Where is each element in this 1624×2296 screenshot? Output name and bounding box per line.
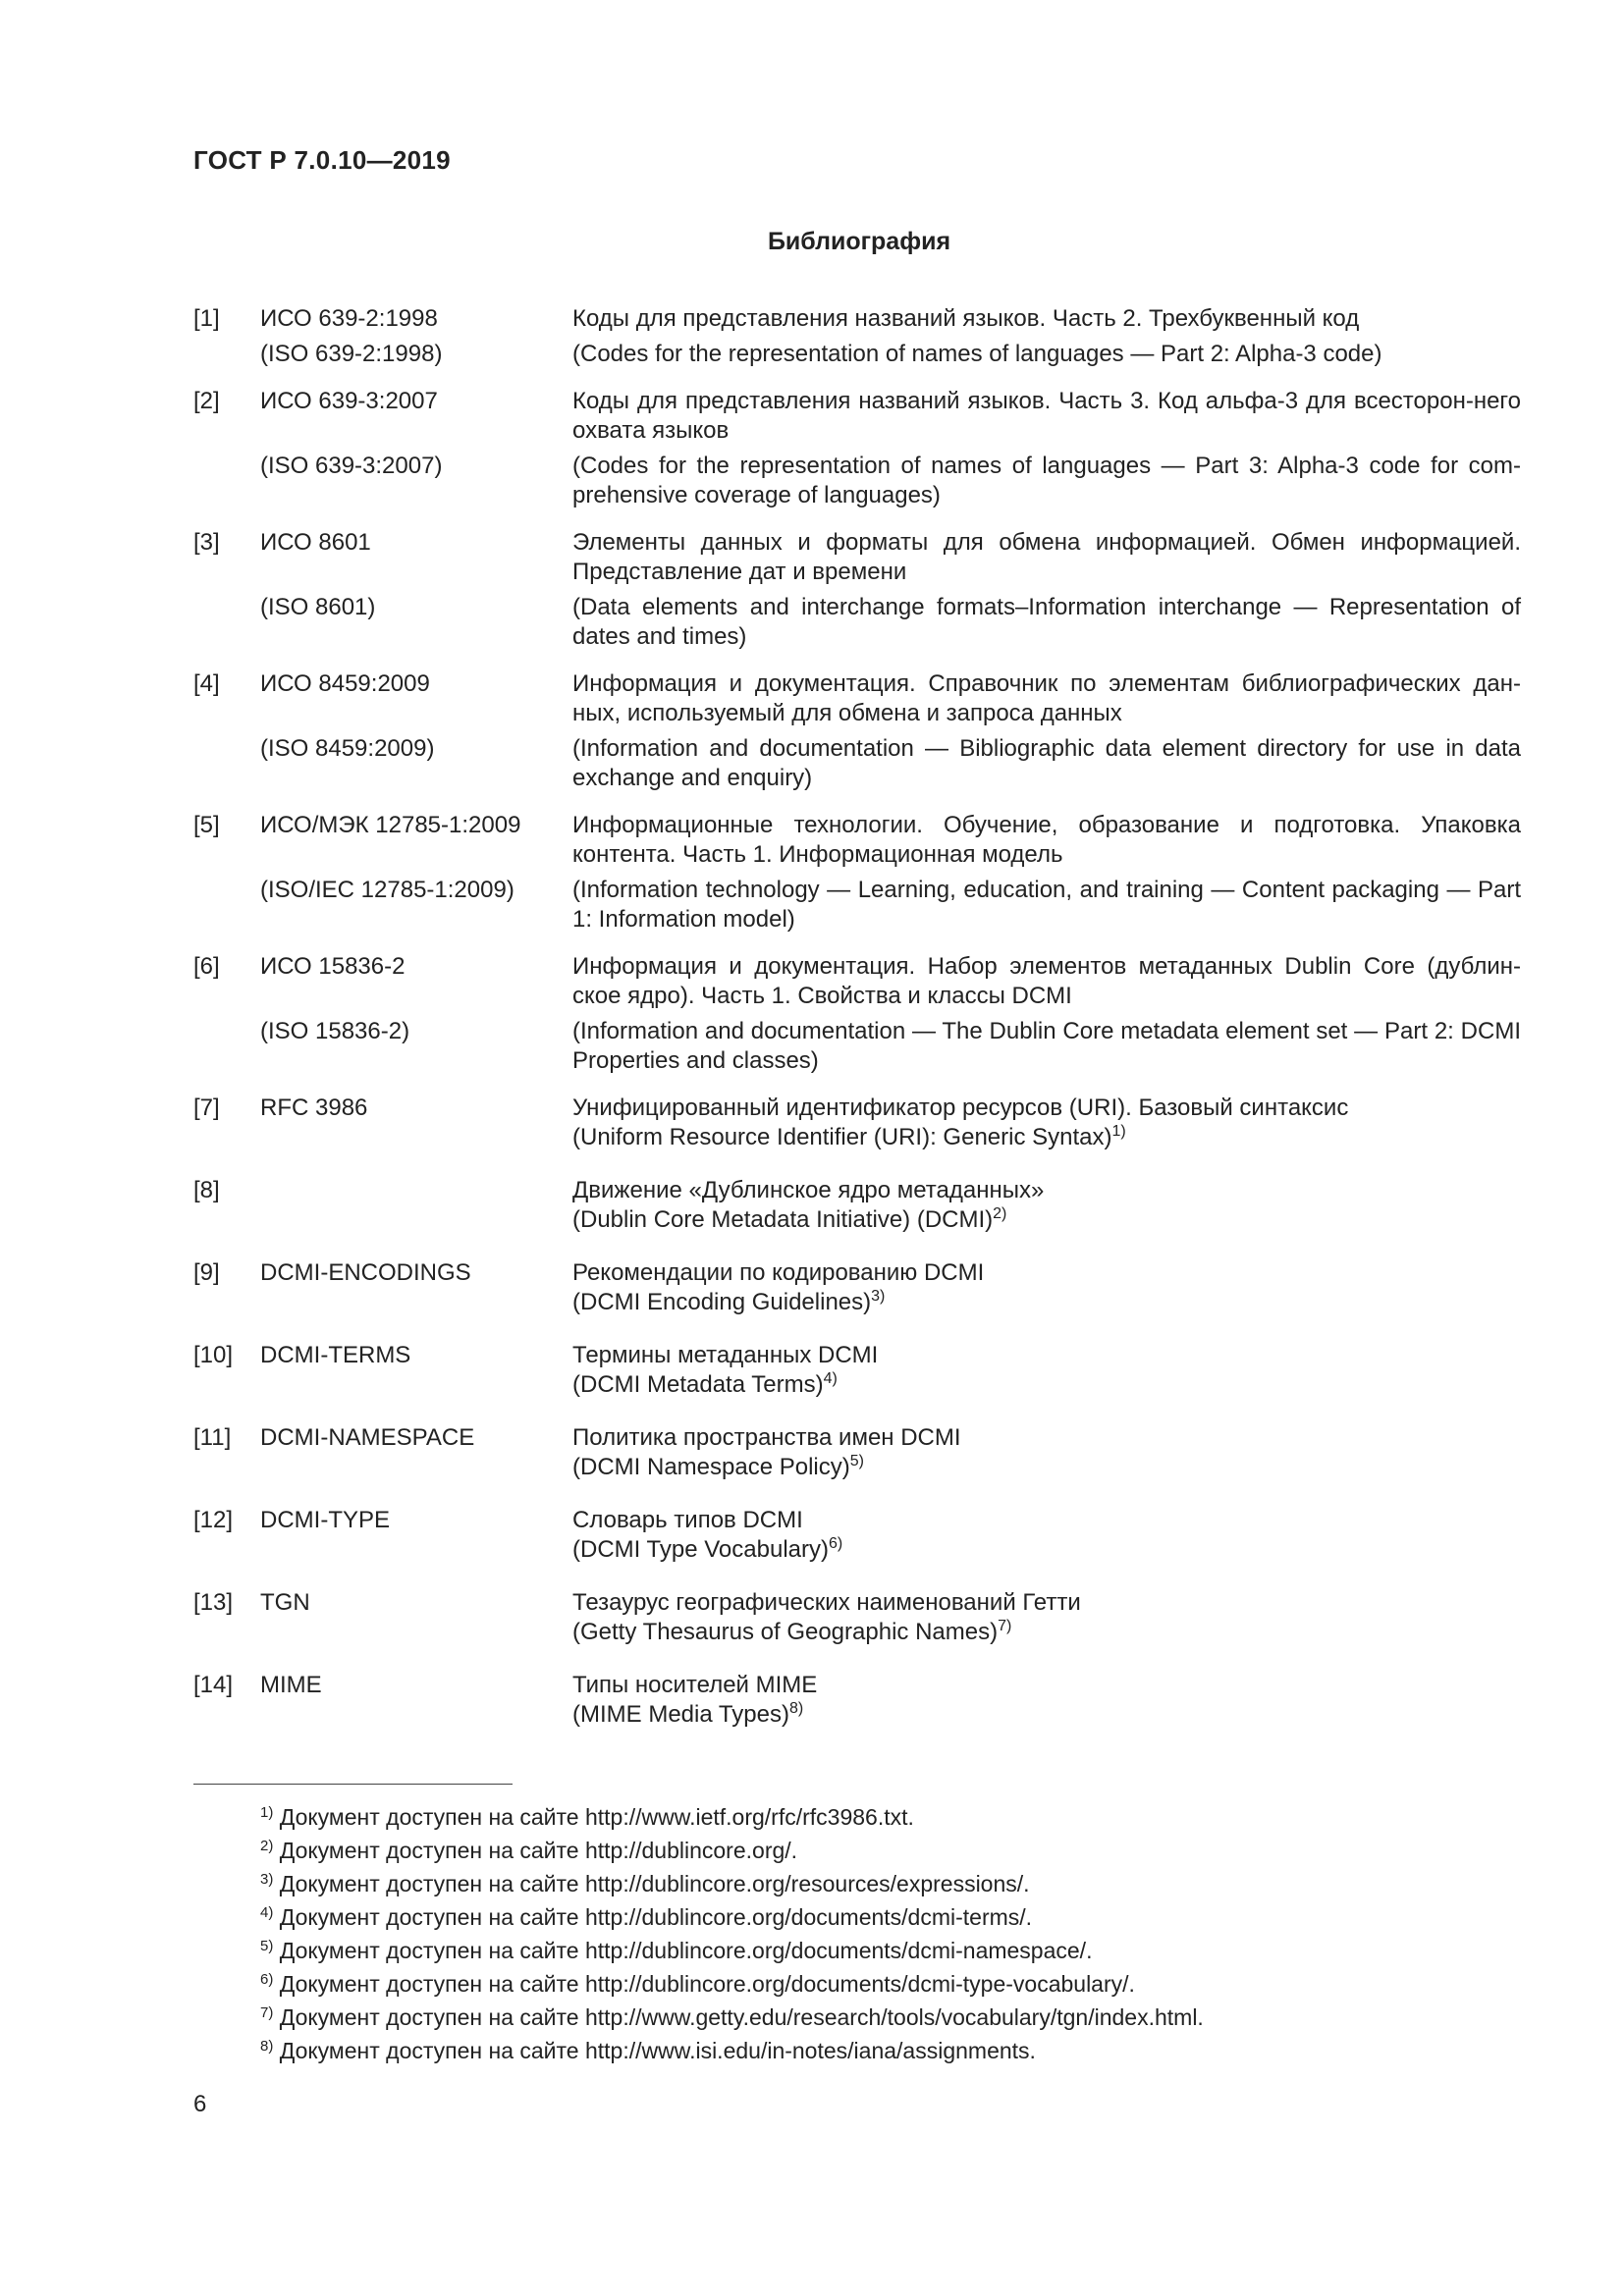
- entry-title-ru: Унифицированный идентификатор ресурсов (URI). Базовый синтаксис: [572, 1095, 1349, 1121]
- entry-number: [12]: [193, 1507, 234, 1533]
- entry-title-en: (Uniform Resource Identifier (URI): Generic Syntax): [572, 1124, 1112, 1150]
- entry-title-ru: Политика пространства имен DCMI: [572, 1424, 961, 1451]
- bibliography-entry: [193, 1671, 1521, 1730]
- footnote-text: Документ доступен на сайте http://www.ietf.org/rfc/rfc3986.txt.: [279, 1804, 914, 1830]
- entry-title-en: (DCMI Encoding Guidelines): [572, 1289, 872, 1315]
- bibliography-entry: [193, 387, 1521, 510]
- footnote-marker: 3): [871, 1288, 886, 1305]
- entry-code-ru: ИСО 639-3:2007: [260, 388, 438, 414]
- entry-code-ru: ИСО 15836-2: [260, 953, 406, 980]
- footnote-marker: 7): [998, 1618, 1012, 1634]
- footnote-text: Документ доступен на сайте http://dublincore.org/resources/expressions/.: [279, 1871, 1030, 1896]
- entry-number: [1]: [193, 305, 220, 332]
- bibliography-title: Библиография: [767, 228, 951, 255]
- footnote-item: [260, 1867, 1204, 1900]
- entry-title-en-wrapper: [572, 1205, 1521, 1235]
- entry-title-ru: Коды для представления названий языков. Часть 2. Трехбуквенный код: [572, 305, 1360, 332]
- footnote-item: [260, 2034, 1204, 2067]
- footnote-mark: 7): [260, 2004, 274, 2021]
- entry-code-ru: ИСО/МЭК 12785-1:2009: [260, 812, 521, 838]
- bibliography-entry: [193, 1258, 1521, 1317]
- footnote-mark: 3): [260, 1871, 274, 1888]
- entry-code-en: (ISO 639-3:2007): [260, 453, 443, 479]
- entry-title-en-wrapper: [572, 1453, 1521, 1482]
- footnotes-list: [260, 1800, 1204, 2067]
- entry-title-en-wrapper: [572, 1123, 1521, 1152]
- entry-title-en: (Data elements and interchange formats–Information interchange — Representation of dates and times): [572, 594, 1521, 650]
- footnote-marker: 8): [788, 1700, 804, 1717]
- footnote-item: [260, 2001, 1204, 2034]
- entry-title-ru: Типы носителей MIME: [572, 1672, 818, 1698]
- bibliography-entry: [193, 1176, 1521, 1235]
- entry-code-ru: MIME: [260, 1672, 322, 1698]
- entry-code-ru: ИСО 8601: [260, 529, 371, 556]
- footnote-mark: 2): [260, 1838, 274, 1854]
- entry-title-ru: Рекомендации по кодированию DCMI: [572, 1259, 985, 1286]
- entry-title-en: (Information technology — Learning, education, and training — Content packaging — Part 1: Information model): [572, 877, 1521, 933]
- bibliography-entry: [193, 1423, 1521, 1482]
- footnote-item: [260, 1800, 1204, 1834]
- entry-title-en: (Dublin Core Metadata Initiative) (DCMI): [572, 1206, 994, 1233]
- footnote-divider: [193, 1784, 513, 1785]
- entry-title-ru: Тезаурус географических наименований Гетти: [572, 1589, 1081, 1616]
- entry-number: [14]: [193, 1672, 234, 1698]
- entry-code-ru: DCMI-ENCODINGS: [260, 1259, 471, 1286]
- entry-title-en: (DCMI Metadata Terms): [572, 1371, 824, 1398]
- entry-title-en-wrapper: [572, 1700, 1521, 1730]
- entry-title-ru: Элементы данных и форматы для обмена информацией. Обмен информацией. Представление дат и времени: [572, 529, 1521, 585]
- footnote-item: [260, 1967, 1204, 2001]
- bibliography-entry: [193, 1506, 1521, 1565]
- entry-title-ru: Информация и документация. Набор элементов метаданных Dublin Core (дублин-ское ядро). Часть 1. Свойства и классы DCMI: [572, 953, 1521, 1009]
- entry-title-en: (Codes for the representation of names of languages — Part 2: Alpha-3 code): [572, 341, 1382, 367]
- entry-number: [4]: [193, 670, 220, 697]
- bibliography-entry: [193, 952, 1521, 1076]
- entry-number: [2]: [193, 388, 220, 414]
- bibliography-entry: [193, 811, 1521, 934]
- footnote-text: Документ доступен на сайте http://dublincore.org/documents/dcmi-terms/.: [279, 1904, 1033, 1930]
- footnote-text: Документ доступен на сайте http://www.getty.edu/research/tools/vocabulary/tgn/index.html.: [279, 2004, 1204, 2030]
- footnote-mark: 8): [260, 2038, 274, 2055]
- entry-title-ru: Информация и документация. Справочник по элементам библиографических дан-ных, используемый для обмена и запроса данных: [572, 670, 1521, 726]
- footnote-mark: 5): [260, 1938, 274, 1954]
- entry-number: [5]: [193, 812, 220, 838]
- entry-code-ru: DCMI-TYPE: [260, 1507, 390, 1533]
- entry-number: [3]: [193, 529, 220, 556]
- entry-number: [6]: [193, 953, 220, 980]
- bibliography-entry: [193, 1341, 1521, 1400]
- entry-code-en: (ISO 8601): [260, 594, 376, 620]
- footnote-marker: 5): [849, 1453, 864, 1469]
- entry-title-en: (Information and documentation — The Dublin Core metadata element set — Part 2: DCMI Properties and classes): [572, 1018, 1521, 1074]
- entry-code-ru: RFC 3986: [260, 1095, 368, 1121]
- bibliography-entry: [193, 304, 1521, 369]
- entry-number: [10]: [193, 1342, 234, 1368]
- entry-code-en: (ISO/IEC 12785-1:2009): [260, 877, 514, 903]
- entry-title-ru: Коды для представления названий языков. Часть 3. Код альфа-3 для всесторон-него охвата языков: [572, 388, 1521, 444]
- footnote-text: Документ доступен на сайте http://www.isi.edu/in-notes/iana/assignments.: [279, 2038, 1036, 2063]
- entry-code-ru: DCMI-TERMS: [260, 1342, 411, 1368]
- entry-title-en-wrapper: [572, 1535, 1521, 1565]
- footnote-mark: 6): [260, 1971, 274, 1988]
- page-number: 6: [193, 2091, 207, 2117]
- entry-title-en: (MIME Media Types): [572, 1701, 789, 1728]
- entry-title-en: (Getty Thesaurus of Geographic Names): [572, 1619, 999, 1645]
- entry-code-ru: ИСО 639-2:1998: [260, 305, 438, 332]
- entry-number: [9]: [193, 1259, 220, 1286]
- entry-code-en: (ISO 15836-2): [260, 1018, 410, 1044]
- document-code-header: ГОСТ Р 7.0.10—2019: [193, 145, 451, 175]
- entry-code-en: (ISO 639-2:1998): [260, 341, 443, 367]
- footnote-marker: 2): [993, 1205, 1007, 1222]
- entry-code-ru: DCMI-NAMESPACE: [260, 1424, 475, 1451]
- entry-title-en: (DCMI Namespace Policy): [572, 1454, 850, 1480]
- footnote-mark: 4): [260, 1904, 274, 1921]
- footnote-marker: 1): [1111, 1123, 1126, 1140]
- entry-number: [13]: [193, 1589, 234, 1616]
- footnote-text: Документ доступен на сайте http://dublincore.org/documents/dcmi-type-vocabulary/.: [279, 1971, 1135, 1997]
- entry-title-en-wrapper: [572, 1618, 1521, 1647]
- entry-title-en-wrapper: [572, 1370, 1521, 1400]
- footnote-item: [260, 1934, 1204, 1967]
- bibliography-entry: [193, 1094, 1521, 1152]
- bibliography-entry: [193, 669, 1521, 793]
- entry-number: [8]: [193, 1177, 220, 1203]
- entry-title-ru: Термины метаданных DCMI: [572, 1342, 879, 1368]
- entry-code-ru: ИСО 8459:2009: [260, 670, 430, 697]
- entry-title-ru: Движение «Дублинское ядро метаданных»: [572, 1177, 1045, 1203]
- entry-title-en: (Codes for the representation of names of languages — Part 3: Alpha-3 code for com-prehensive coverage of languages): [572, 453, 1521, 508]
- bibliography-entry: [193, 528, 1521, 652]
- entry-title-en: (DCMI Type Vocabulary): [572, 1536, 829, 1563]
- entry-title-ru: Информационные технологии. Обучение, образование и подготовка. Упаковка контента. Часть 1. Информационная модель: [572, 812, 1521, 868]
- footnote-text: Документ доступен на сайте http://dublincore.org/.: [279, 1838, 798, 1863]
- entry-code-en: (ISO 8459:2009): [260, 735, 435, 762]
- bibliography-list: [193, 304, 1521, 1753]
- entry-code-ru: TGN: [260, 1589, 310, 1616]
- entry-title-en-wrapper: [572, 1288, 1521, 1317]
- entry-code-ru: [260, 1176, 572, 1205]
- entry-number: [11]: [193, 1424, 232, 1451]
- footnote-mark: 1): [260, 1804, 274, 1821]
- footnote-marker: 6): [829, 1535, 843, 1552]
- footnote-marker: 4): [823, 1370, 838, 1387]
- footnote-text: Документ доступен на сайте http://dublincore.org/documents/dcmi-namespace/.: [279, 1938, 1093, 1963]
- entry-title-en: (Information and documentation — Bibliographic data element directory for use in data exchange and enquiry): [572, 735, 1521, 791]
- footnote-item: [260, 1900, 1204, 1934]
- entry-title-ru: Словарь типов DCMI: [572, 1507, 803, 1533]
- bibliography-entry: [193, 1588, 1521, 1647]
- footnote-item: [260, 1834, 1204, 1867]
- entry-number: [7]: [193, 1095, 220, 1121]
